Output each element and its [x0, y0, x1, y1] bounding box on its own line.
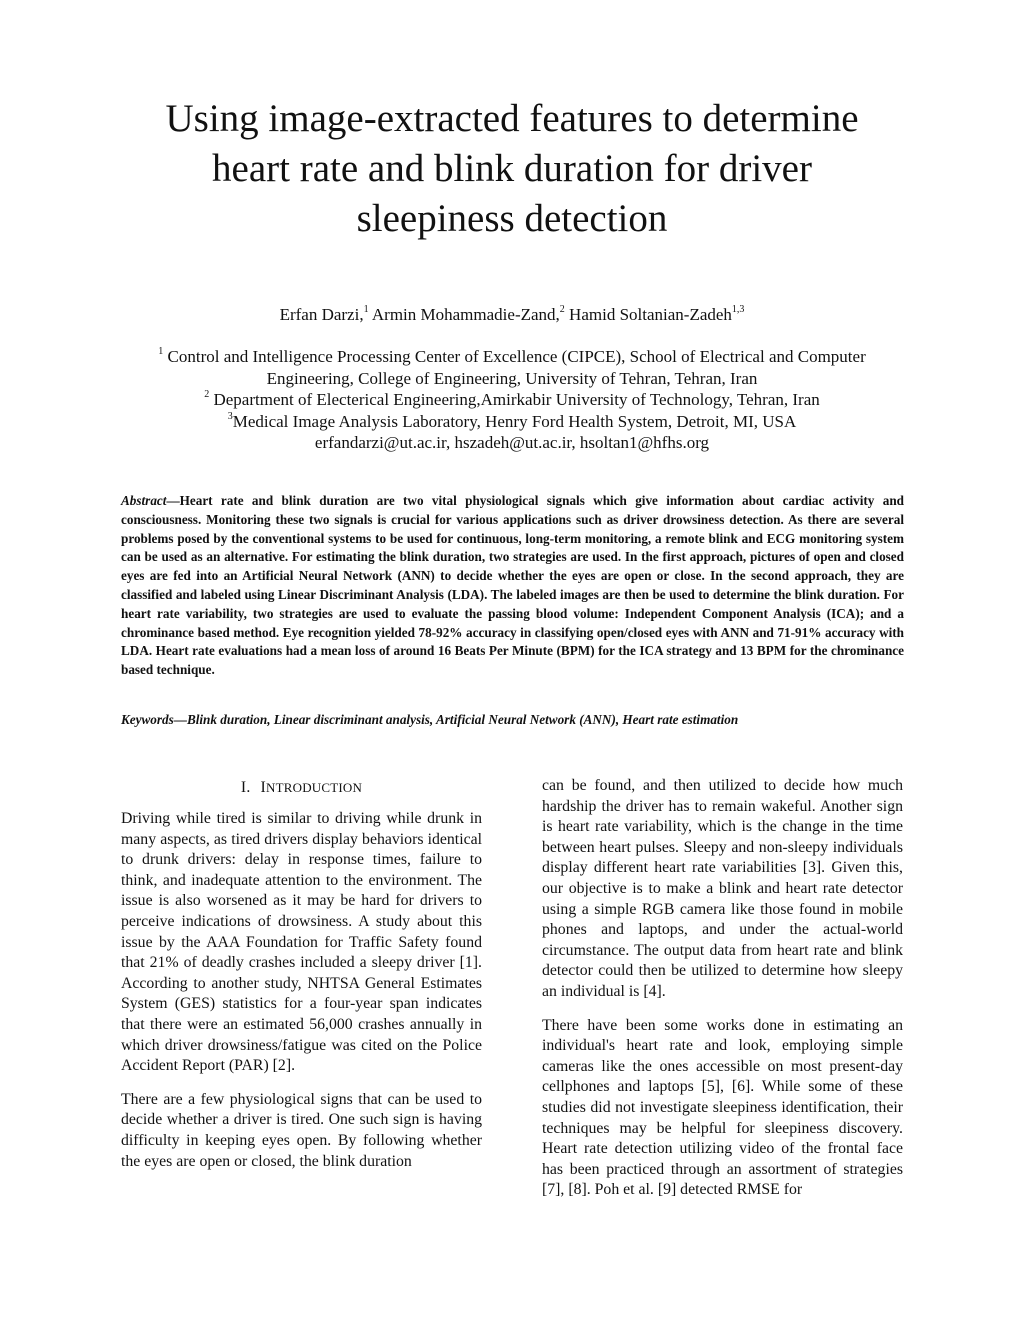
affiliation-1-cont: Engineering, College of Engineering, University of Tehran, Tehran, Iran: [266, 368, 758, 388]
affiliation-mark: 1: [158, 346, 164, 358]
title-line-3: sleepiness detection: [356, 197, 668, 240]
abstract-text: Heart rate and blink duration are two vital physiological signals which give information about cardiac activity and consciousness. Monitoring these two signals is crucial for various applications such as driver drowsiness detection. As there are several problems posed by the conventional systems to be used for continuous, long-term monitoring, a remote blink and ECG monitoring system can be used as an alternative. For estimating the blink duration, two strategies are used. In the first approach, pictures of open and closed eyes are fed into an Artificial Neural Network (ANN) to decide whether the eyes are open or close. In the second approach, they are classified and labeled using Linear Discriminant Analysis (LDA). The labeled images are then be used to determine the blink duration. For heart rate variability, two strategies are used to evaluate the passing blood volume: Independent Component Analysis (ICA); and a chrominance based method. Eye recognition yielded 78-92% accuracy in classifying open/closed eyes with ANN and 71-91% accuracy with LDA. Heart rate evaluations had a mean loss of around 16 Beats Per Minute (BPM) for the ICA strategy and 13 BPM for the chrominance based technique.: [121, 493, 904, 678]
author-affiliation-mark: 1,3: [731, 304, 745, 316]
title-line-2: heart rate and blink duration for driver: [212, 147, 812, 190]
affiliations: [110, 346, 914, 454]
section-number: I.: [240, 779, 251, 796]
author-affiliation-mark: 2: [559, 304, 565, 316]
affiliation-mark: 2: [204, 389, 210, 401]
right-column: [542, 776, 903, 1214]
affiliation-mark: 3: [227, 410, 233, 422]
author-affiliation-mark: 1: [363, 304, 369, 316]
author-name: Hamid Soltanian-Zadeh: [569, 305, 732, 324]
affiliation-text: Control and Intelligence Processing Center of Excellence (CIPCE), School of Electrical and Computer: [167, 347, 866, 366]
affiliation-text: Department of Electerical Engineering,Amirkabir University of Technology, Tehran, Iran: [213, 390, 820, 409]
body-paragraph: There are a few physiological signs that can be used to decide whether a driver is tired. One such sign is having difficulty in keeping eyes open. By following whether the eyes are open or closed, the blink duration: [121, 1090, 482, 1170]
section-title-initial: I: [260, 779, 266, 796]
title-line-1: Using image-extracted features to determine: [165, 97, 859, 140]
body-paragraph: Driving while tired is similar to driving while drunk in many aspects, as tired drivers display behaviors identical to drunk drivers: delay in response times, failure to think, and inadequate attention to the environment. The issue is also worsened as it may be hard for drivers to perceive indications of drowsiness. A study about this issue by the AAA Foundation for Traffic Safety found that 21% of deadly crashes included a sleepy driver [1]. According to another study, NHTSA General Estimates System (GES) statistics for a four-year span indicates that there were an estimated 56,000 crashes annually in which driver drowsiness/fatigue was cited on the Police Accident Report (PAR) [2].: [121, 810, 482, 1075]
affiliation-2: [110, 389, 914, 411]
paper-title: [100, 94, 924, 244]
affiliation-3: [110, 411, 914, 433]
author-name: Armin Mohammadie-Zand,: [371, 305, 560, 324]
affiliation-1: [110, 346, 914, 368]
body-paragraph: can be found, and then utilized to decide how much hardship the driver has to remain wakeful. Another sign is heart rate variability, which is the change in the time between heart pulses. Sleepy and non-sleepy individuals display different heart rate variabilities [3]. Given this, our objective is to make a blink and heart rate detector using a simple RGB camera like those found in mobile phones and laptops, and under the actual-world circumstance. The output data from heart rate and blink detector could then be utilized to determine how sleepy an individual is [4].: [542, 777, 903, 1000]
author-emails: erfandarzi@ut.ac.ir, hszadeh@ut.ac.ir, hsoltan1@hfhs.org: [314, 433, 710, 452]
affiliation-text: Medical Image Analysis Laboratory, Henry Ford Health System, Detroit, MI, USA: [232, 411, 797, 431]
author-name: Erfan Darzi,: [279, 305, 364, 324]
abstract-label: Abstract: [121, 493, 167, 508]
keywords: Keywords—Blink duration, Linear discriminant analysis, Artificial Neural Network (ANN), Heart rate estimation: [121, 712, 739, 727]
abstract: [121, 492, 904, 680]
section-title-rest: NTRODUCTION: [266, 780, 363, 795]
left-column: [121, 778, 482, 1185]
author-list: [100, 304, 924, 326]
abstract-dash: —: [166, 493, 180, 508]
section-heading: [121, 778, 482, 798]
body-paragraph: There have been some works done in estimating an individual's heart rate and look, employing simple cameras like the ones accessible on most present-day cellphones and laptops [5], [6]. While some of these studies did not investigate sleepiness identification, their techniques may be helpful for sleepiness discovery. Heart rate detection utilizing video of the frontal face has been practiced through an assortment of strategies [7], [8]. Poh et al. [9] detected RMSE for: [542, 1016, 903, 1199]
